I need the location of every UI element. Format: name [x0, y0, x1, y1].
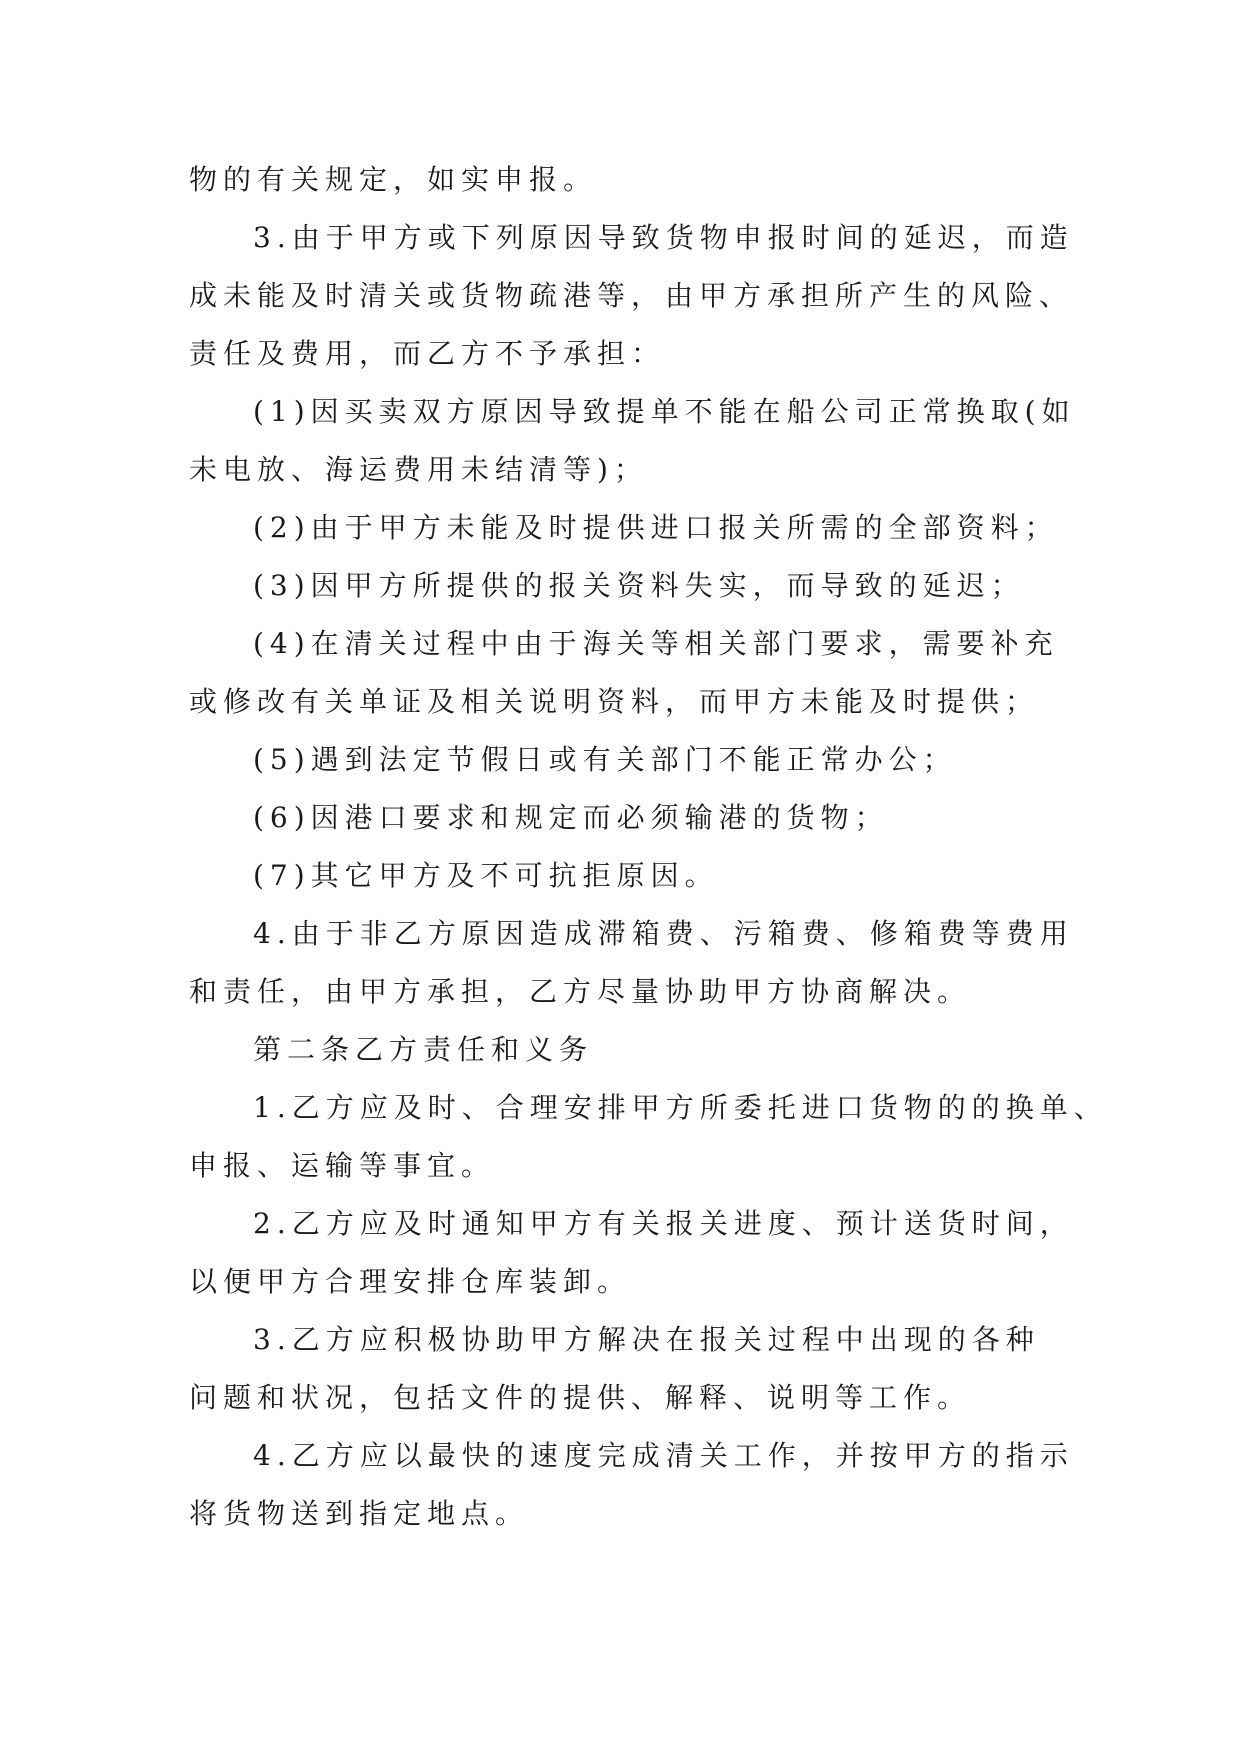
- paragraph-line: 未电放、海运费用未结清等)；: [189, 453, 648, 486]
- paragraph-line: (2)由于甲方未能及时提供进口报关所需的全部资料；: [253, 511, 1059, 544]
- paragraph-line: 物的有关规定，如实申报。: [189, 163, 598, 196]
- paragraph-line: 1.乙方应及时、合理安排甲方所委托进口货物的的换单、: [253, 1091, 1108, 1124]
- paragraph-line: 3.由于甲方或下列原因导致货物申报时间的延迟，而造: [253, 221, 1074, 254]
- paragraph-line: 责任及费用，而乙方不予承担：: [189, 337, 666, 370]
- paragraph-line: (7)其它甲方及不可抗拒原因。: [253, 859, 719, 892]
- paragraph-line: 成未能及时清关或货物疏港等，由甲方承担所产生的风险、: [189, 279, 1074, 312]
- paragraph-line: (6)因港口要求和规定而必须输港的货物；: [253, 801, 889, 834]
- paragraph-line: (5)遇到法定节假日或有关部门不能正常办公；: [253, 743, 957, 776]
- paragraph-line: 4.乙方应以最快的速度完成清关工作，并按甲方的指示: [253, 1439, 1074, 1472]
- paragraph-line: 3.乙方应积极协助甲方解决在报关过程中出现的各种: [253, 1323, 1040, 1356]
- paragraph-line: 问题和状况，包括文件的提供、解释、说明等工作。: [189, 1381, 972, 1414]
- paragraph-line: (1)因买卖双方原因导致提单不能在船公司正常换取(如: [253, 395, 1076, 428]
- paragraph-line: 以便甲方合理安排仓库装卸。: [189, 1265, 632, 1298]
- document-body: [189, 151, 1108, 1543]
- paragraph-line: 和责任，由甲方承担，乙方尽量协助甲方协商解决。: [189, 975, 972, 1008]
- paragraph-line: (4)在清关过程中由于海关等相关部门要求，需要补充: [253, 627, 1059, 660]
- paragraph-line: 或修改有关单证及相关说明资料，而甲方未能及时提供；: [189, 685, 1040, 718]
- paragraph-line: (3)因甲方所提供的报关资料失实，而导致的延迟；: [253, 569, 1025, 602]
- paragraph-line: 将货物送到指定地点。: [189, 1497, 530, 1530]
- paragraph-line: 2.乙方应及时通知甲方有关报关进度、预计送货时间，: [253, 1207, 1074, 1240]
- section-heading: 第二条乙方责任和义务: [253, 1033, 594, 1066]
- paragraph-line: 申报、运输等事宜。: [189, 1149, 496, 1182]
- paragraph-line: 4.由于非乙方原因造成滞箱费、污箱费、修箱费等费用: [253, 917, 1074, 950]
